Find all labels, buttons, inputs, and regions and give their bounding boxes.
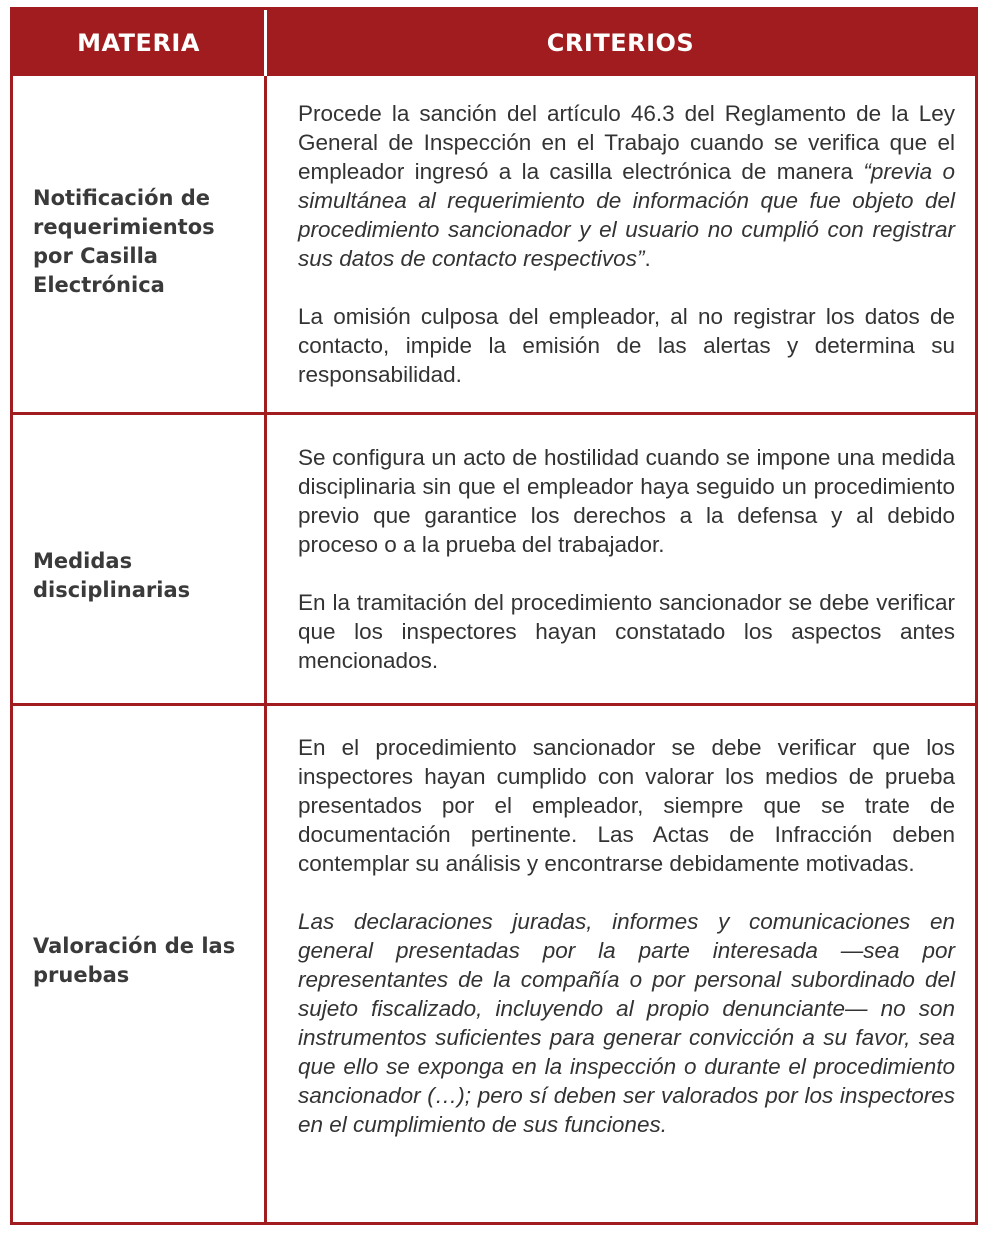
criteria-table	[10, 7, 978, 1225]
materia-cell: Valoración de las pruebas	[33, 934, 236, 987]
criterio-paragraph: Se configura un acto de hostilidad cuando se impone una medida disciplinaria sin que el empleador haya seguido un procedimiento previo que garantice los derechos a la defensa y al debido proceso o a la prueba del trabajador.	[298, 445, 955, 557]
materia-cell: Medidas disciplinarias	[33, 549, 191, 602]
materia-cell: Notificación de requerimientos por Casilla Electrónica	[33, 186, 215, 297]
criterios-cell	[298, 443, 955, 675]
criterios-cell	[298, 99, 955, 389]
header-materia: MATERIA	[77, 29, 200, 57]
table-header	[13, 10, 975, 76]
table-row	[13, 706, 975, 1222]
header-criterios: CRITERIOS	[546, 29, 695, 57]
criterio-paragraph: En el procedimiento sancionador se debe verificar que los inspectores hayan cumplido con valorar los medios de prueba presentados por el empleador, siempre que se trate de documentación pertinente. Las Actas de Infracción deben contemplar su análisis y encontrarse debidamente motivadas.	[298, 735, 955, 876]
criterio-text-end: .	[644, 246, 651, 271]
criterio-paragraph: En la tramitación del procedimiento sancionador se debe verificar que los inspectores hayan constatado los aspectos antes mencionados.	[298, 590, 955, 673]
table-row	[13, 76, 975, 412]
criterio-paragraph	[298, 99, 955, 273]
criterio-quote: “previa o simultánea al requerimiento de información que fue objeto del procedimiento sancionador y el usuario no cumplió con registrar sus datos de contacto respectivos”	[298, 159, 956, 271]
criterio-text: Procede la sanción del artículo 46.3 del Reglamento de la Ley General de Inspección en el Trabajo cuando se verifica que el empleador ingresó a la casilla electrónica de manera	[298, 101, 955, 184]
criterio-paragraph-italic: Las declaraciones juradas, informes y comunicaciones en general presentadas por la parte interesada —sea por representantes de la compañía o por personal subordinado del sujeto fiscalizado, incluyendo al propio denunciante— no son instrumentos suficientes para generar convicción a su favor, sea que ello se exponga en la inspección o durante el procedimiento sancionador (…); pero sí deben ser valorados por los inspectores en el cumplimiento de sus funciones.	[298, 909, 955, 1137]
table-row	[13, 415, 975, 703]
criterio-paragraph: La omisión culposa del empleador, al no registrar los datos de contacto, impide la emisión de las alertas y determina su responsabilidad.	[298, 304, 955, 387]
criterios-cell	[298, 733, 955, 1139]
